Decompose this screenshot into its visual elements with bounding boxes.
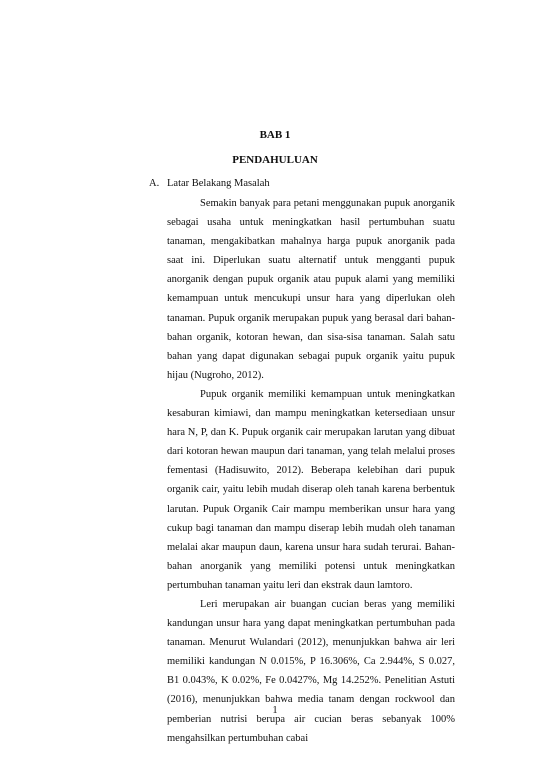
page-number: 1	[272, 705, 278, 716]
section-heading-text: Latar Belakang Masalah	[167, 178, 270, 189]
chapter-title: PENDAHULUAN	[232, 154, 318, 166]
body-text	[167, 194, 455, 748]
paragraph-2: Pupuk organik memiliki kemampuan untuk meningkatkan kesaburan kimiawi, dan mampu meningkatkan ketersediaan unsur hara N, P, dan K. Pupuk organik cair merupakan larutan yang dibuat dari kotoran hewan maupun dari tanaman, yang telah melalui proses fementasi (Hadisuwito, 2012). Beberapa kelebihan dari pupuk organik cair, yaitu lebih mudah diserap oleh tanah karena berbentuk larutan. Pupuk Organik Cair mampu memberikan unsur hara yang cukup bagi tanaman dan mampu diserap lebih mudah oleh tanaman melalai akar maupun daun, karena unsur hara sudah terurai. Bahan-bahan anorganik yang memiliki potensi untuk meningkatkan pertumbuhan tanaman yaitu leri dan ekstrak daun lamtoro.	[167, 388, 455, 591]
chapter-label: BAB 1	[259, 129, 291, 141]
paragraph-3: Leri merupakan air buangan cucian beras yang memiliki kandungan unsur hara yang dapat meningkatkan pertumbuhan pada tanaman. Menurut Wulandari (2012), menunjukkan bahwa air leri memiliki kandungan N 0.015%, P 16.306%, Ca 2.944%, S 0.027, B1 0.043%, K 0.02%, Fe 0.0427%, Mg 14.252%. Penelitian Astuti (2016), menunjukkan bahwa media tanam dengan rockwool dan pemberian nutrisi berupa air cucian beras sebanyak 100% mengahsilkan pertumbuhan cabai	[167, 598, 455, 744]
paragraph-1: Semakin banyak para petani menggunakan pupuk anorganik sebagai usaha untuk meningkatkan hasil pertumbuhan suatu tanaman, mengakibatkan mahalnya harga pupuk anorganik pada saat ini. Diperlukan suatu alternatif untuk mengganti pupuk anorganik dengan pupuk organik atau pupuk alami yang memiliki kemampuan untuk mencukupi unsur hara yang diperlukan oleh tanaman. Pupuk organik merupakan pupuk yang berasal dari bahan-bahan organik, kotoran hewan, dan sisa-sisa tanaman. Salah satu bahan yang dapat digunakan sebagai pupuk organik yaitu pupuk hijau (Nugroho, 2012).	[167, 198, 455, 381]
section-heading	[149, 178, 270, 189]
section-letter: A.	[149, 178, 160, 189]
